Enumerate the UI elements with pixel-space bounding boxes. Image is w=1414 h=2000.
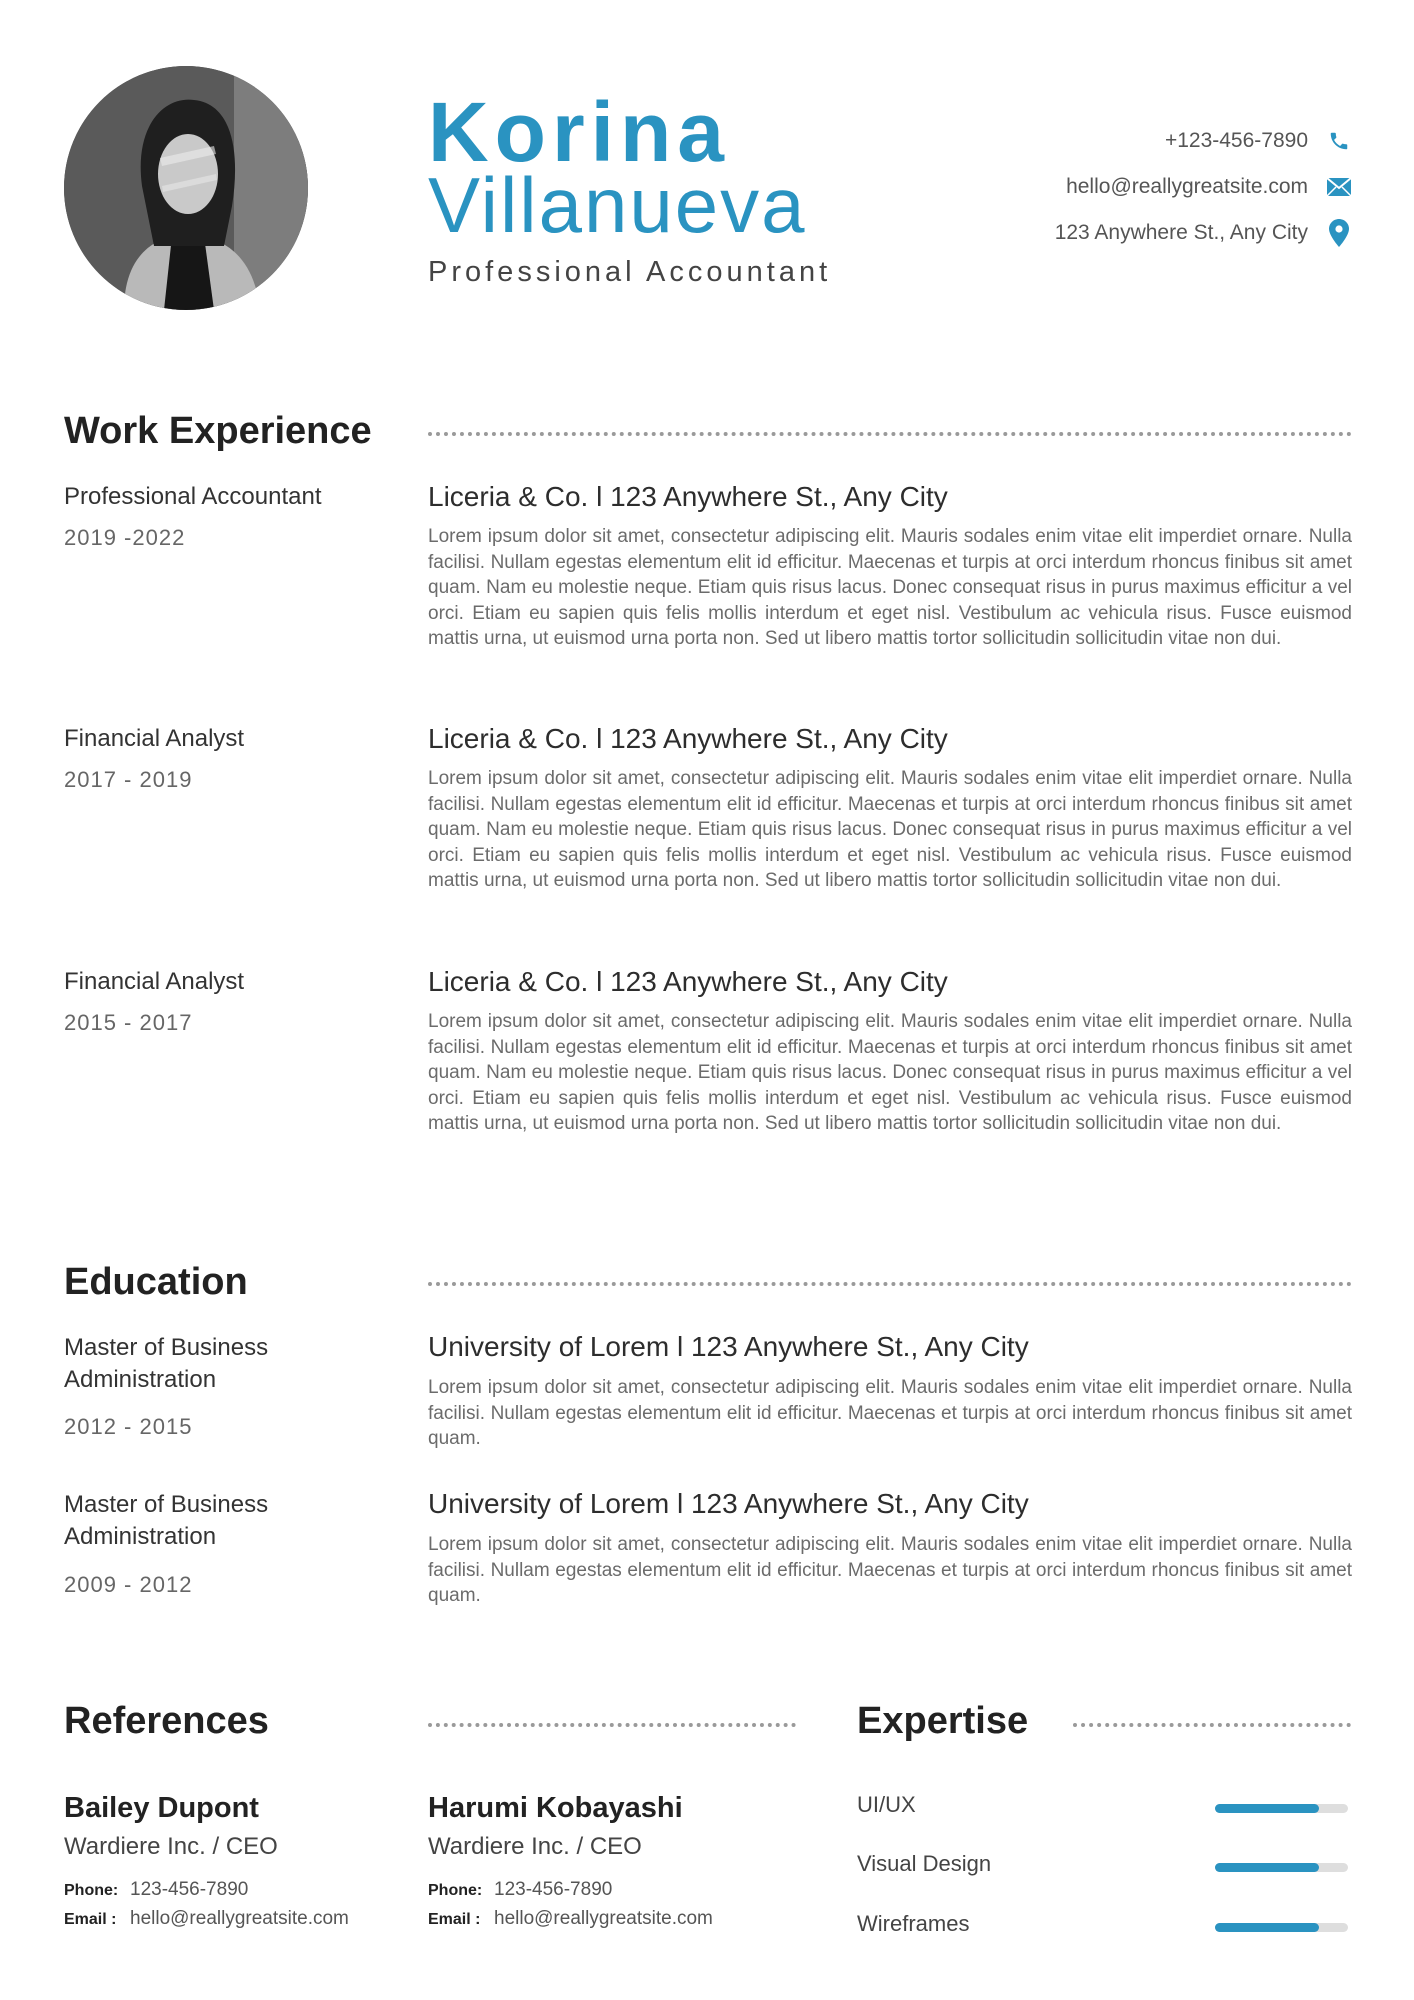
work-dates-3: 2015 - 2017	[64, 1010, 193, 1035]
email-label: Email :	[64, 1911, 117, 1928]
edu-description-2: Lorem ipsum dolor sit amet, consectetur adipiscing elit. Mauris sodales enim vitae elit imperdiet ornare. Nulla facilisi. Nullam egestas elementum elit id efficitur. Maecenas et turpis at orci interdum rhoncus finibus sit amet quam.	[428, 1534, 1352, 1606]
skill-bar-3	[1215, 1923, 1348, 1932]
reference-phone-2	[428, 1879, 612, 1901]
email-label: Email :	[428, 1911, 481, 1928]
references-title: References	[64, 1700, 269, 1742]
skill-label-1: UI/UX	[857, 1792, 916, 1817]
contact-phone	[1165, 128, 1352, 154]
reference-email-value-2[interactable]: hello@reallygreatsite.com	[494, 1908, 713, 1929]
address-text: 123 Anywhere St., Any City	[1054, 221, 1308, 244]
work-description-1: Lorem ipsum dolor sit amet, consectetur adipiscing elit. Mauris sodales enim vitae elit imperdiet ornare. Nulla facilisi. Nullam egestas elementum elit id efficitur. Maecenas et turpis at orci interdum rhoncus finibus sit amet quam. Nam eu molestie neque. Etiam quis risus lacus. Donec consequat risus in purus maximus efficitur a vel orci. Etiam eu sapien quis felis mollis interdum et eget nisl. Vestibulum ac vehicula risus. Fusce euismod mattis urna, ut euismod urna porta non. Sed ut libero mattis tortor sollicitudin sollicitudin vitae non dui.	[428, 526, 1352, 649]
skill-label-3: Wireframes	[857, 1911, 970, 1936]
reference-phone-value-2: 123-456-7890	[494, 1879, 613, 1900]
work-role-3: Financial Analyst	[64, 968, 245, 995]
last-name: Villanueva	[428, 161, 807, 249]
skill-label-2: Visual Design	[857, 1851, 992, 1876]
first-name: Korina	[428, 85, 731, 179]
work-divider	[428, 432, 1352, 436]
phone-icon	[1326, 128, 1352, 154]
mail-icon	[1326, 174, 1352, 200]
work-company-3: Liceria & Co. l 123 Anywhere St., Any City	[428, 966, 948, 997]
work-role-1: Professional Accountant	[64, 483, 322, 510]
reference-company-2: Wardiere Inc. / CEO	[428, 1833, 642, 1860]
expertise-divider	[1073, 1723, 1351, 1727]
reference-name-1: Bailey Dupont	[64, 1792, 259, 1824]
reference-phone-1	[64, 1879, 248, 1901]
edu-degree-2: Master of Business Administration	[64, 1491, 269, 1550]
work-experience-title: Work Experience	[64, 410, 372, 452]
reference-company-1: Wardiere Inc. / CEO	[64, 1833, 278, 1860]
location-pin-icon	[1326, 220, 1352, 246]
work-dates-2: 2017 - 2019	[64, 767, 193, 792]
skill-fill-2	[1215, 1863, 1319, 1872]
education-title: Education	[64, 1261, 248, 1303]
profile-photo	[64, 66, 308, 310]
phone-label: Phone:	[428, 1882, 483, 1899]
reference-email-2	[428, 1908, 713, 1930]
edu-description-1: Lorem ipsum dolor sit amet, consectetur adipiscing elit. Mauris sodales enim vitae elit imperdiet ornare. Nulla facilisi. Nullam egestas elementum elit id efficitur. Maecenas et turpis at orci interdum rhoncus finibus sit amet quam.	[428, 1377, 1352, 1449]
edu-school-2: University of Lorem l 123 Anywhere St., Any City	[428, 1488, 1029, 1519]
reference-email-value-1[interactable]: hello@reallygreatsite.com	[130, 1908, 349, 1929]
work-company-1: Liceria & Co. l 123 Anywhere St., Any City	[428, 481, 948, 512]
edu-dates-2: 2009 - 2012	[64, 1572, 193, 1597]
phone-label: Phone:	[64, 1882, 119, 1899]
skill-fill-3	[1215, 1923, 1319, 1932]
phone-text: +123-456-7890	[1164, 129, 1308, 152]
contact-address	[1055, 220, 1352, 246]
skill-bar-2	[1215, 1863, 1348, 1872]
edu-dates-1: 2012 - 2015	[64, 1414, 193, 1439]
work-description-2: Lorem ipsum dolor sit amet, consectetur adipiscing elit. Mauris sodales enim vitae elit imperdiet ornare. Nulla facilisi. Nullam egestas elementum elit id efficitur. Maecenas et turpis at orci interdum rhoncus finibus sit amet quam. Nam eu molestie neque. Etiam quis risus lacus. Donec consequat risus in purus maximus efficitur a vel orci. Etiam eu sapien quis felis mollis interdum et eget nisl. Vestibulum ac vehicula risus. Fusce euismod mattis urna, ut euismod urna porta non. Sed ut libero mattis tortor sollicitudin sollicitudin vitae non dui.	[428, 768, 1352, 891]
work-description-3: Lorem ipsum dolor sit amet, consectetur adipiscing elit. Mauris sodales enim vitae elit imperdiet ornare. Nulla facilisi. Nullam egestas elementum elit id efficitur. Maecenas et turpis at orci interdum rhoncus finibus sit amet quam. Nam eu molestie neque. Etiam quis risus lacus. Donec consequat risus in purus maximus efficitur a vel orci. Etiam eu sapien quis felis mollis interdum et eget nisl. Vestibulum ac vehicula risus. Fusce euismod mattis urna, ut euismod urna porta non. Sed ut libero mattis tortor sollicitudin sollicitudin vitae non dui.	[428, 1011, 1352, 1134]
references-divider	[428, 1723, 796, 1727]
skill-fill-1	[1215, 1804, 1319, 1813]
reference-phone-value-1: 123-456-7890	[130, 1879, 249, 1900]
reference-email-1	[64, 1908, 349, 1930]
work-company-2: Liceria & Co. l 123 Anywhere St., Any City	[428, 723, 948, 754]
expertise-title: Expertise	[857, 1700, 1029, 1742]
skill-bar-1	[1215, 1804, 1348, 1813]
work-role-2: Financial Analyst	[64, 725, 245, 752]
education-divider	[428, 1282, 1352, 1286]
work-dates-1: 2019 -2022	[64, 525, 186, 550]
job-title: Professional Accountant	[428, 256, 832, 288]
email-text[interactable]: hello@reallygreatsite.com	[1066, 175, 1308, 198]
contact-email	[1066, 174, 1352, 200]
reference-name-2: Harumi Kobayashi	[428, 1792, 683, 1824]
edu-school-1: University of Lorem l 123 Anywhere St., Any City	[428, 1331, 1029, 1362]
edu-degree-1: Master of Business Administration	[64, 1334, 269, 1393]
